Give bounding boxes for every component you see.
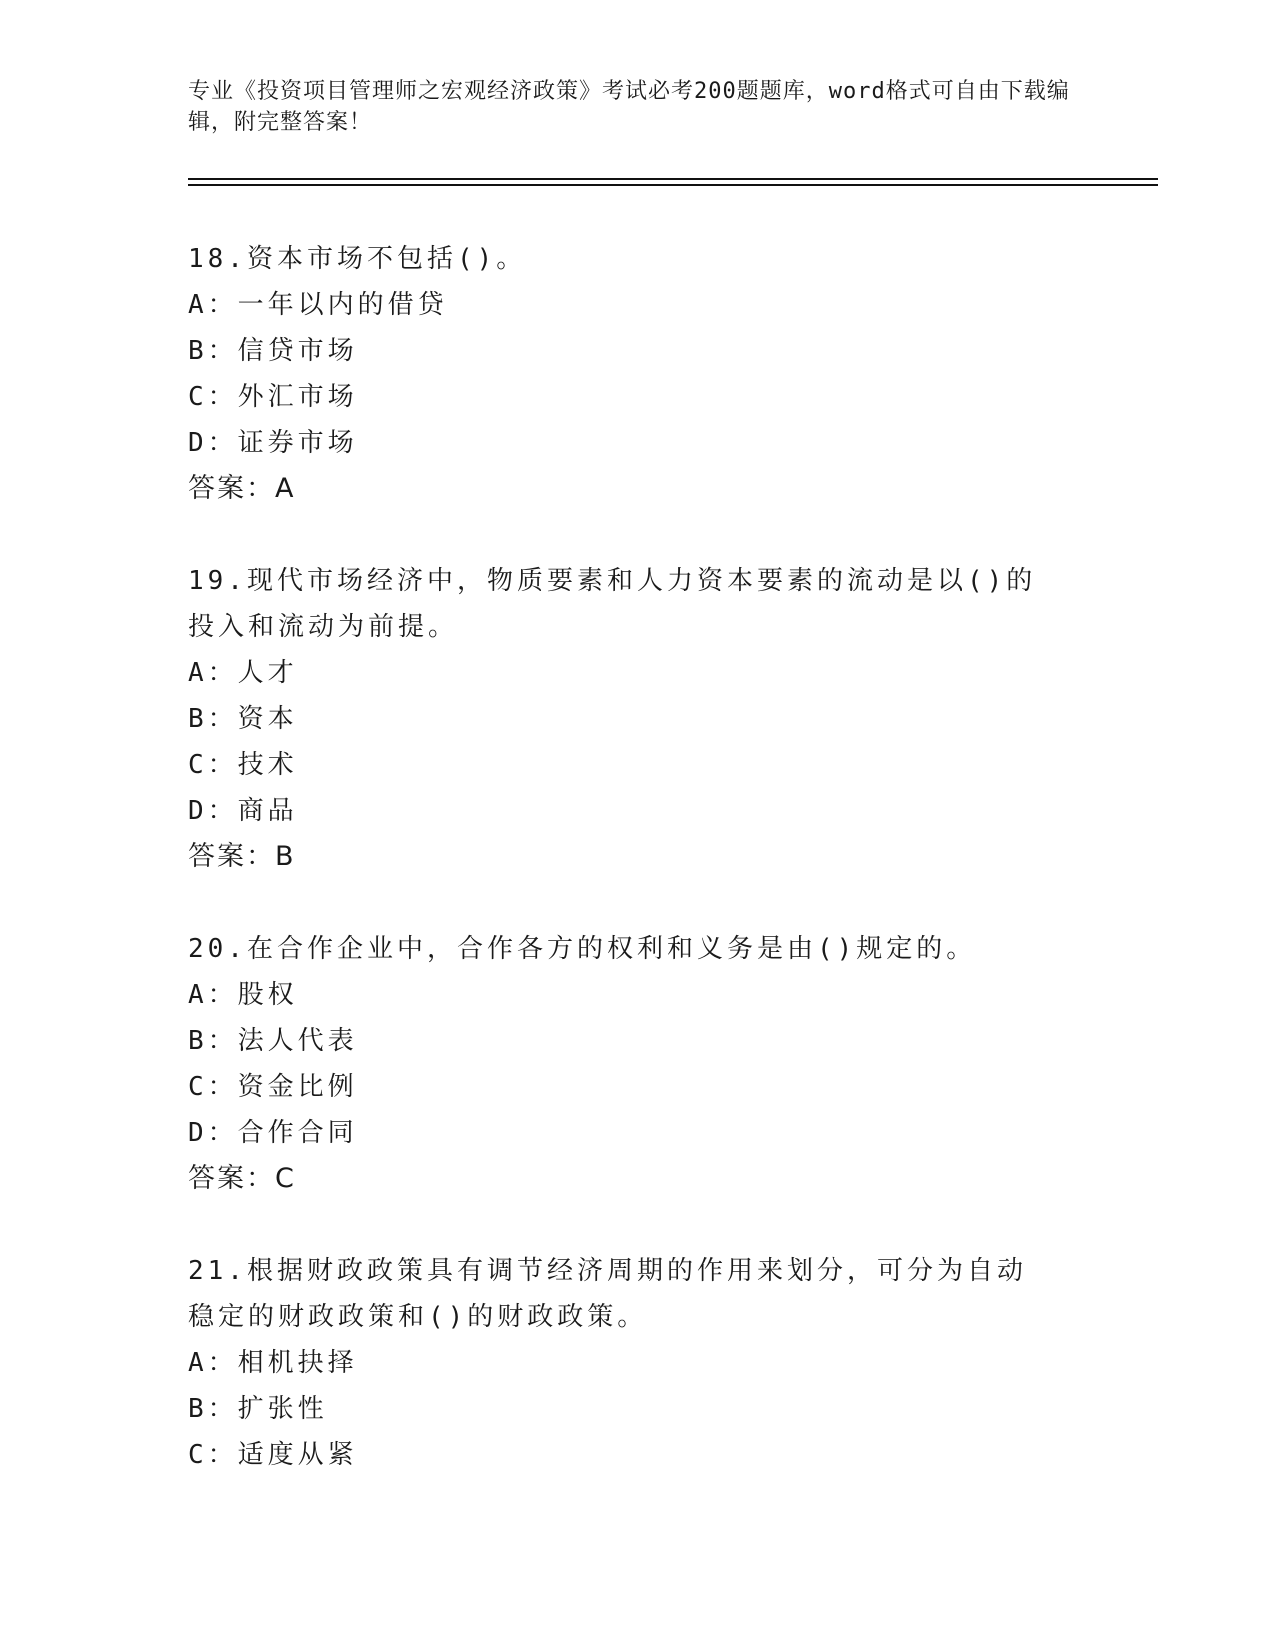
- header-divider-top: [188, 178, 1158, 180]
- option-a: A：一年以内的借贷: [188, 290, 448, 320]
- option-d: D：合作合同: [188, 1118, 358, 1148]
- option-c: C：适度从紧: [188, 1440, 358, 1470]
- header-divider-bottom: [188, 184, 1158, 186]
- option-b: B：扩张性: [188, 1394, 328, 1424]
- option-a: A：股权: [188, 980, 298, 1010]
- option-b: B：资本: [188, 704, 298, 734]
- question-21: [188, 1248, 1088, 1478]
- option-c: C：资金比例: [188, 1072, 358, 1102]
- document-intro: 专业《投资项目管理师之宏观经济政策》考试必考200题题库，word格式可自由下载编辑，附完整答案！: [188, 79, 1070, 135]
- option-a: A：人才: [188, 658, 298, 688]
- option-d: D：商品: [188, 796, 298, 826]
- question-stem: 21.根据财政政策具有调节经济周期的作用来划分，可分为自动稳定的财政政策和()的财政政策。: [188, 1256, 1027, 1332]
- option-b: B：信贷市场: [188, 336, 358, 366]
- question-20: [188, 926, 1088, 1202]
- question-stem: 18.资本市场不包括()。: [188, 244, 527, 274]
- answer-label: 答案：A: [188, 473, 296, 504]
- question-18: [188, 236, 1088, 512]
- question-19: [188, 558, 1088, 880]
- answer-label: 答案：C: [188, 1163, 296, 1194]
- question-stem: 19.现代市场经济中，物质要素和人力资本要素的流动是以()的投入和流动为前提。: [188, 566, 1037, 642]
- question-list: [188, 236, 1088, 1524]
- question-stem: 20.在合作企业中，合作各方的权利和义务是由()规定的。: [188, 934, 977, 964]
- option-c: C：外汇市场: [188, 382, 358, 412]
- answer-label: 答案：B: [188, 841, 296, 872]
- option-d: D：证券市场: [188, 428, 358, 458]
- option-b: B：法人代表: [188, 1026, 358, 1056]
- option-c: C：技术: [188, 750, 298, 780]
- option-a: A：相机抉择: [188, 1348, 358, 1378]
